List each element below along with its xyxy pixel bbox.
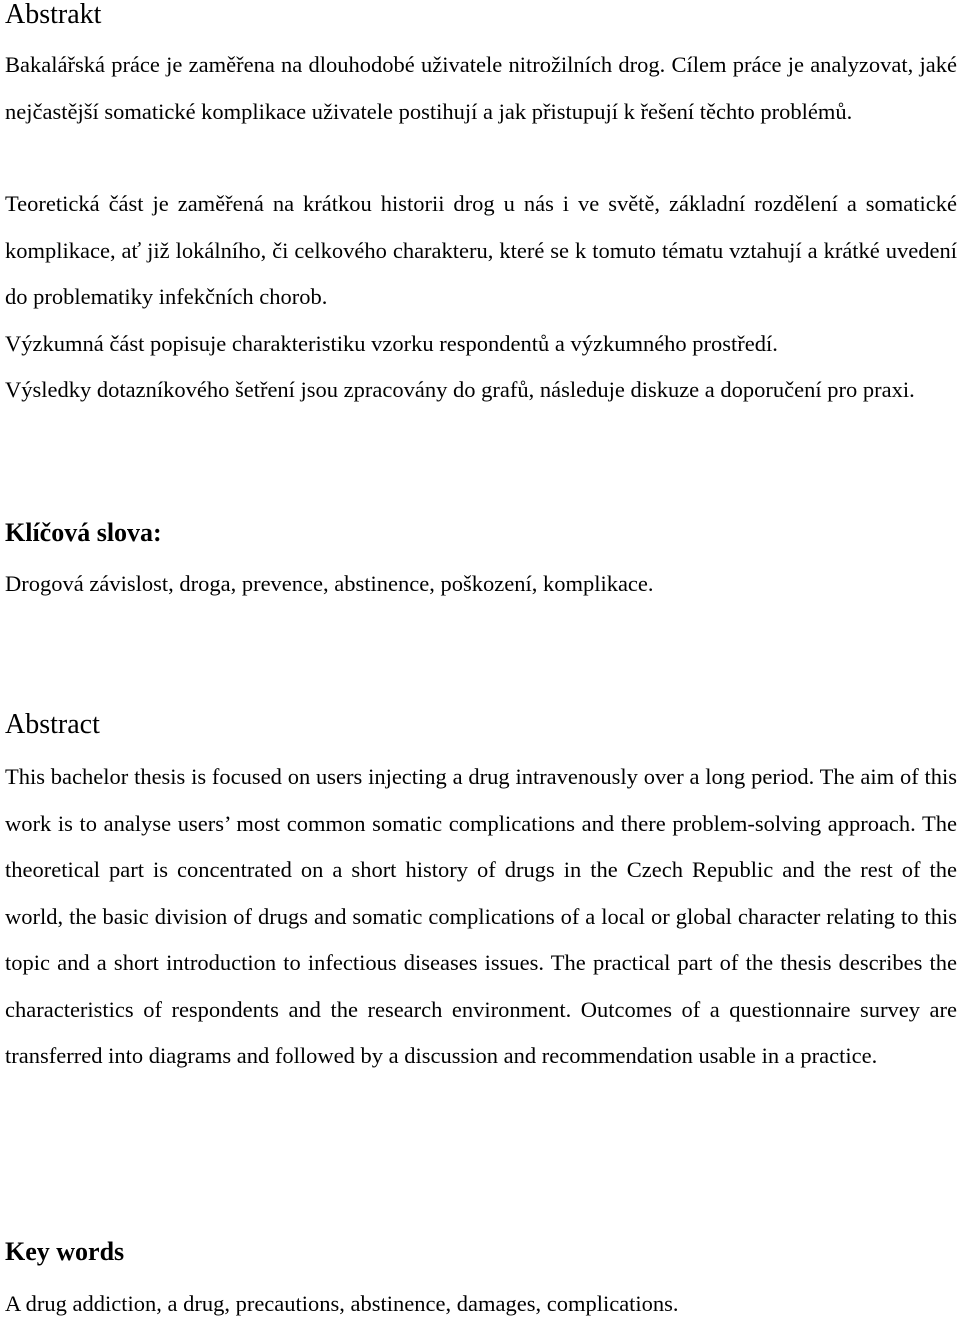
klicova-slova-list: Drogová závislost, droga, prevence, abstinence, poškození, komplikace. [5, 571, 654, 596]
abstrakt-paragraph-1: Bakalářská práce je zaměřena na dlouhodobé uživatele nitrožilních drog. Cílem práce je analyzovat, jaké nejčastější somatické komplikace uživatele postihují a jak přistupují k řešení těchto problémů. [5, 52, 957, 124]
key-words-heading: Key words [5, 1237, 125, 1266]
abstract-heading: Abstract [5, 709, 100, 740]
abstract-paragraph: This bachelor thesis is focused on users injecting a drug intravenously over a long period. The aim of this work is to analyse users’ most common somatic complications and there problem-solving approach. The theoretical part is concentrated on a short history of drugs in the Czech Republic and the rest of the world, the basic division of drugs and somatic complications of a local or global character relating to this topic and a short introduction to infectious diseases issues. The practical part of the thesis describes the characteristics of respondents and the research environment. Outcomes of a questionnaire survey are transferred into diagrams and followed by a discussion and recommendation usable in a practice. [5, 764, 957, 1068]
klicova-slova-heading: Klíčová slova: [5, 518, 162, 547]
abstrakt-paragraph-2: Teoretická část je zaměřená na krátkou historii drog u nás i ve světě, základní rozdělení a somatické komplikace, ať již lokálního, či celkového charakteru, které se k tomuto tématu vztahují a krátké uvedení do problematiky infekčních chorob. [5, 191, 957, 309]
key-words-list: A drug addiction, a drug, precautions, abstinence, damages, complications. [5, 1291, 679, 1316]
abstrakt-paragraph-3: Výzkumná část popisuje charakteristiku vzorku respondentů a výzkumného prostředí. [5, 331, 778, 356]
abstrakt-paragraph-4: Výsledky dotazníkového šetření jsou zpracovány do grafů, následuje diskuze a doporučení pro praxi. [5, 377, 915, 402]
abstrakt-heading: Abstrakt [5, 0, 102, 30]
